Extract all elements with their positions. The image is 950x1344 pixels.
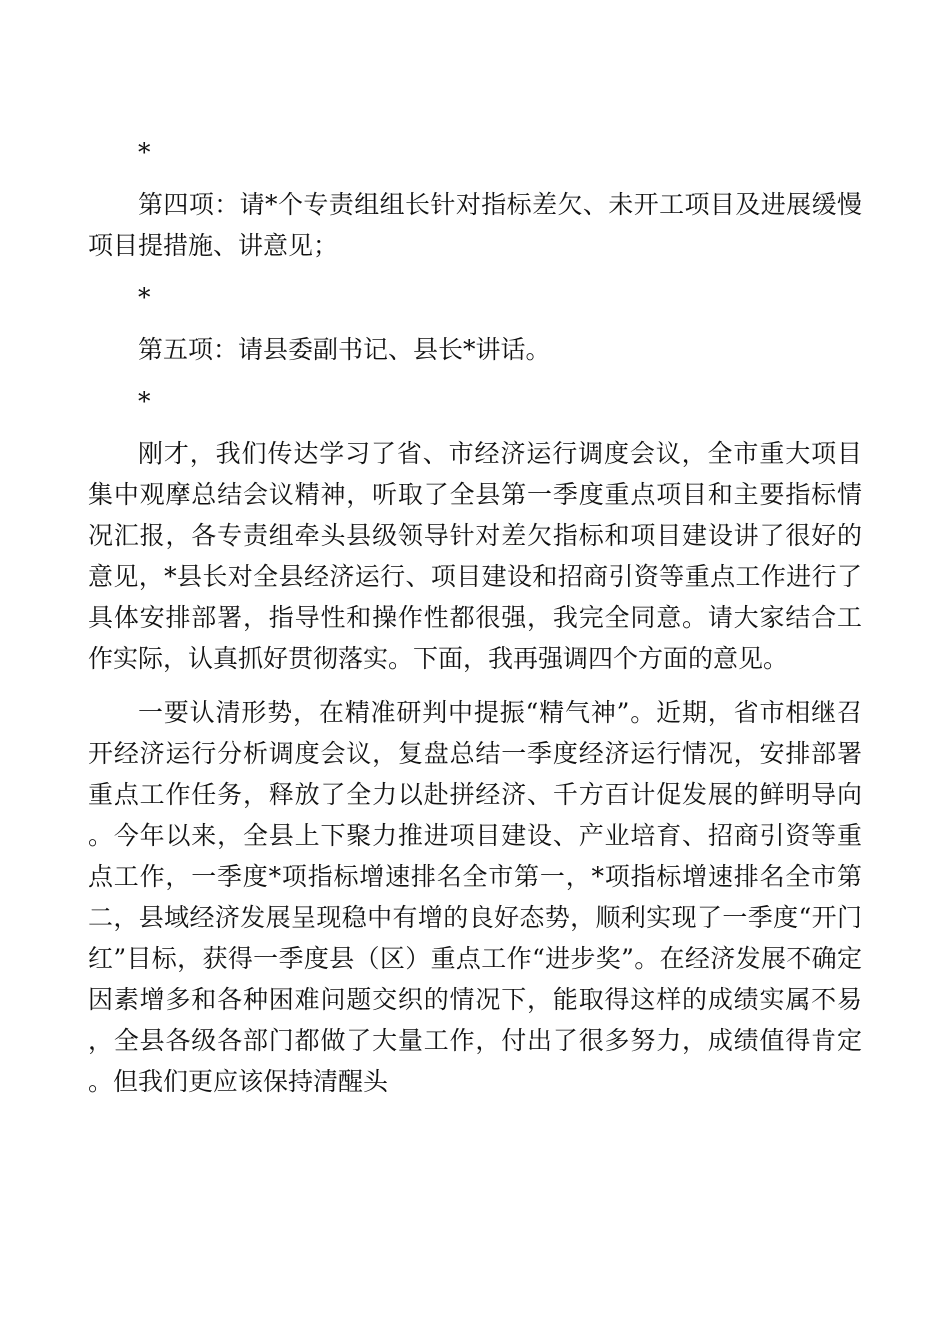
- speech-intro-paragraph: 刚才，我们传达学习了省、市经济运行调度会议，全市重大项目集中观摩总结会议精神，听取了全县第一季度重点项目和主要指标情况汇报，各专责组牵头县级领导针对差欠指标和项目建设讲了很好的意见，*县长对全县经济运行、项目建设和招商引资等重点工作进行了具体安排部署，指导性和操作性都很强，我完全同意。请大家结合工作实际，认真抓好贯彻落实。下面，我再强调四个方面的意见。: [88, 439, 862, 673]
- document-body: [88, 132, 862, 1113]
- separator-asterisk: *: [138, 387, 151, 416]
- separator-asterisk: *: [138, 283, 151, 312]
- agenda-item-4: 第四项：请*个专责组组长针对指标差欠、未开工项目及进展缓慢项目提措施、讲意见；: [88, 190, 862, 260]
- agenda-item-5: 第五项：请县委副书记、县长*讲话。: [138, 335, 551, 364]
- speech-point-1-paragraph: 一要认清形势，在精准研判中提振“精气神”。近期，省市相继召开经济运行分析调度会议，复盘总结一季度经济运行情况，安排部署重点工作任务，释放了全力以赴拼经济、千方百计促发展的鲜明导向。今年以来，全县上下聚力推进项目建设、产业培育、招商引资等重点工作，一季度*项指标增速排名全市第一，*项指标增速排名全市第二，县域经济发展呈现稳中有增的良好态势，顺利实现了一季度“开门红”目标，获得一季度县（区）重点工作“进步奖”。在经济发展不确定因素增多和各种困难问题交织的情况下，能取得这样的成绩实属不易，全县各级各部门都做了大量工作，付出了很多努力，成绩值得肯定。但我们更应该保持清醒头: [88, 698, 862, 1096]
- separator-asterisk: *: [138, 138, 151, 167]
